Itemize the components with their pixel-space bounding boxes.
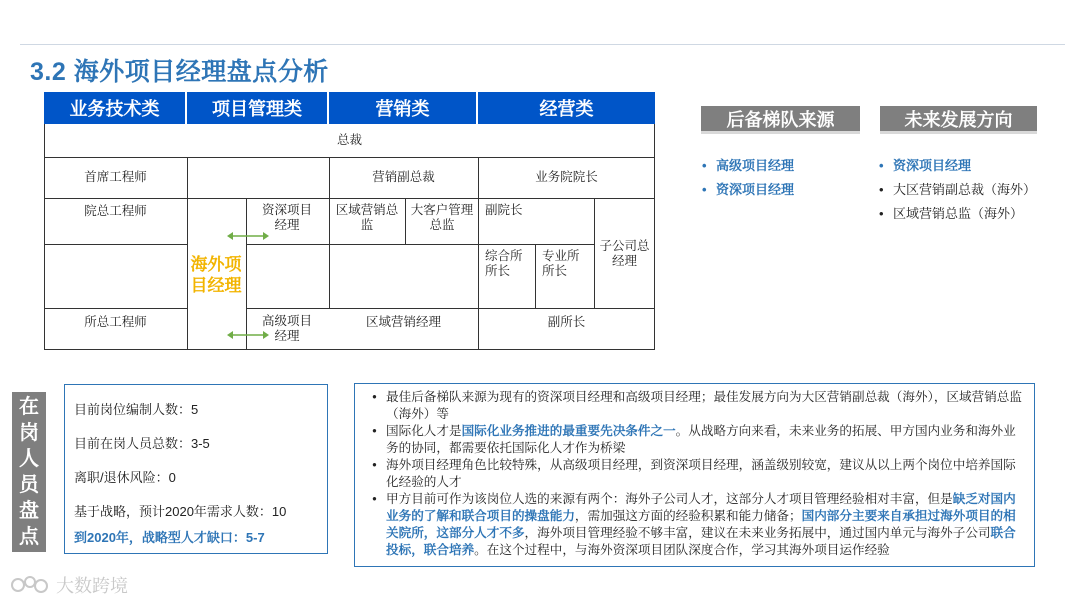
double-arrow-icon bbox=[227, 330, 269, 340]
staff-inventory-label: 在 岗 人 员 盘 点 bbox=[12, 392, 46, 552]
cell-biz-institute-head: 业务院院长 bbox=[535, 170, 598, 184]
cell-chief-engineer: 首席工程师 bbox=[84, 170, 147, 184]
stat-row: 离职/退休风险：0 bbox=[74, 470, 176, 485]
cell-office-engineer: 所总工程师 bbox=[84, 314, 147, 329]
cell-regional-marketing-manager: 区域营销经理 bbox=[365, 314, 441, 329]
cell-general-office-head: 综合所所长 bbox=[485, 249, 523, 278]
note-bullet: • 海外项目经理角色比较特殊，从高级项目经理，到资深项目经理，涵盖级别较宽，建议从以上两个岗位中培养国际化经验的人才 bbox=[372, 458, 1016, 489]
grid-line bbox=[405, 198, 406, 244]
header-marketing: 营销类 bbox=[329, 92, 478, 124]
grid-line bbox=[329, 198, 330, 244]
note-bullet: • 最佳后备梯队来源为现有的资深项目经理和高级项目经理；最佳发展方向为大区营销副总裁（海外），区域营销总监（海外）等 bbox=[372, 390, 1022, 421]
cell-marketing-vp: 营销副总裁 bbox=[372, 170, 435, 184]
analysis-notes bbox=[354, 383, 1035, 567]
reserve-source-list bbox=[702, 154, 794, 202]
list-item: • 区域营销总监（海外） bbox=[879, 206, 1024, 221]
double-arrow-icon bbox=[227, 231, 269, 241]
list-item: • 高级项目经理 bbox=[702, 158, 795, 173]
future-direction-title: 未来发展方向 bbox=[880, 106, 1037, 134]
cell-specialist-office-head: 专业所所长 bbox=[542, 249, 580, 278]
overseas-pm-highlight: 海外项目经理 bbox=[190, 255, 242, 295]
cell-regional-marketing-director: 区域营销总监 bbox=[335, 203, 399, 232]
cell-ceo: 总裁 bbox=[336, 133, 362, 147]
list-item: • 资深项目经理 bbox=[879, 158, 972, 173]
stat-row: 基于战略，预计2020年需求人数：10 bbox=[74, 504, 287, 519]
note-bullet: • 国际化人才是国际化业务推进的最重要先决条件之一。从战略方向来看，未来业务的拓展、甲方国内业务和海外业务的协同，都需要依托国际化人才作为桥梁 bbox=[372, 424, 1016, 455]
cell-key-account-director: 大客户管理总监 bbox=[410, 203, 474, 232]
cell-senior-pm: 资深项目经理 bbox=[261, 203, 312, 232]
header-operations: 经营类 bbox=[478, 92, 655, 124]
cell-institute-engineer: 院总工程师 bbox=[84, 204, 147, 218]
grid-line bbox=[44, 244, 187, 245]
cell-deputy-dean: 副院长 bbox=[485, 203, 523, 217]
reserve-source-title: 后备梯队来源 bbox=[701, 106, 860, 134]
grid-line bbox=[187, 157, 188, 349]
staff-inventory-box bbox=[64, 384, 328, 554]
grid-line bbox=[329, 244, 330, 308]
grid-line bbox=[44, 349, 655, 350]
cell-advanced-pm: 高级项目经理 bbox=[261, 314, 312, 343]
watermark-logo-icon bbox=[10, 574, 50, 596]
watermark-text: 大数跨境 bbox=[56, 576, 128, 596]
talent-gap: 到2020年，战略型人才缺口：5-7 bbox=[74, 530, 265, 545]
page-title: 3.2 海外项目经理盘点分析 bbox=[30, 58, 329, 86]
note-bullet: • 甲方目前可作为该岗位人选的来源有两个：海外子公司人才，这部分人才项目管理经验相对丰富，但是缺乏对国内业务的了解和联合项目的操盘能力，需加强这方面的经验积累和能力储备；国内部分主要来自承担过海外项目的相关院所，这部分人才不多，海外项目管理经验不够丰富，建议在未来业务拓展中，通过国内单元与海外子公司联合投标，联合培养。在这个过程中，与海外资深项目团队深度合作，学习其海外项目运作经验 bbox=[372, 492, 1016, 557]
header-project-management: 项目管理类 bbox=[187, 92, 329, 124]
header-business-tech: 业务技术类 bbox=[44, 92, 187, 124]
stat-row: 目前岗位编制人数：5 bbox=[74, 402, 199, 417]
list-item: • 大区营销副总裁（海外） bbox=[879, 182, 1037, 197]
top-divider bbox=[20, 44, 1065, 45]
stat-row: 目前在岗人员总数：3-5 bbox=[74, 436, 210, 451]
grid-line bbox=[535, 244, 536, 308]
list-item: • 资深项目经理 bbox=[702, 182, 795, 197]
cell-deputy-office-head: 副所长 bbox=[547, 314, 586, 329]
grid-line bbox=[246, 198, 247, 349]
future-direction-list bbox=[879, 154, 1036, 226]
cell-subsidiary-gm: 子公司总经理 bbox=[599, 239, 650, 268]
grid-line bbox=[246, 244, 594, 245]
watermark bbox=[10, 572, 128, 598]
career-path-table bbox=[44, 92, 655, 350]
grid-line bbox=[44, 198, 655, 199]
